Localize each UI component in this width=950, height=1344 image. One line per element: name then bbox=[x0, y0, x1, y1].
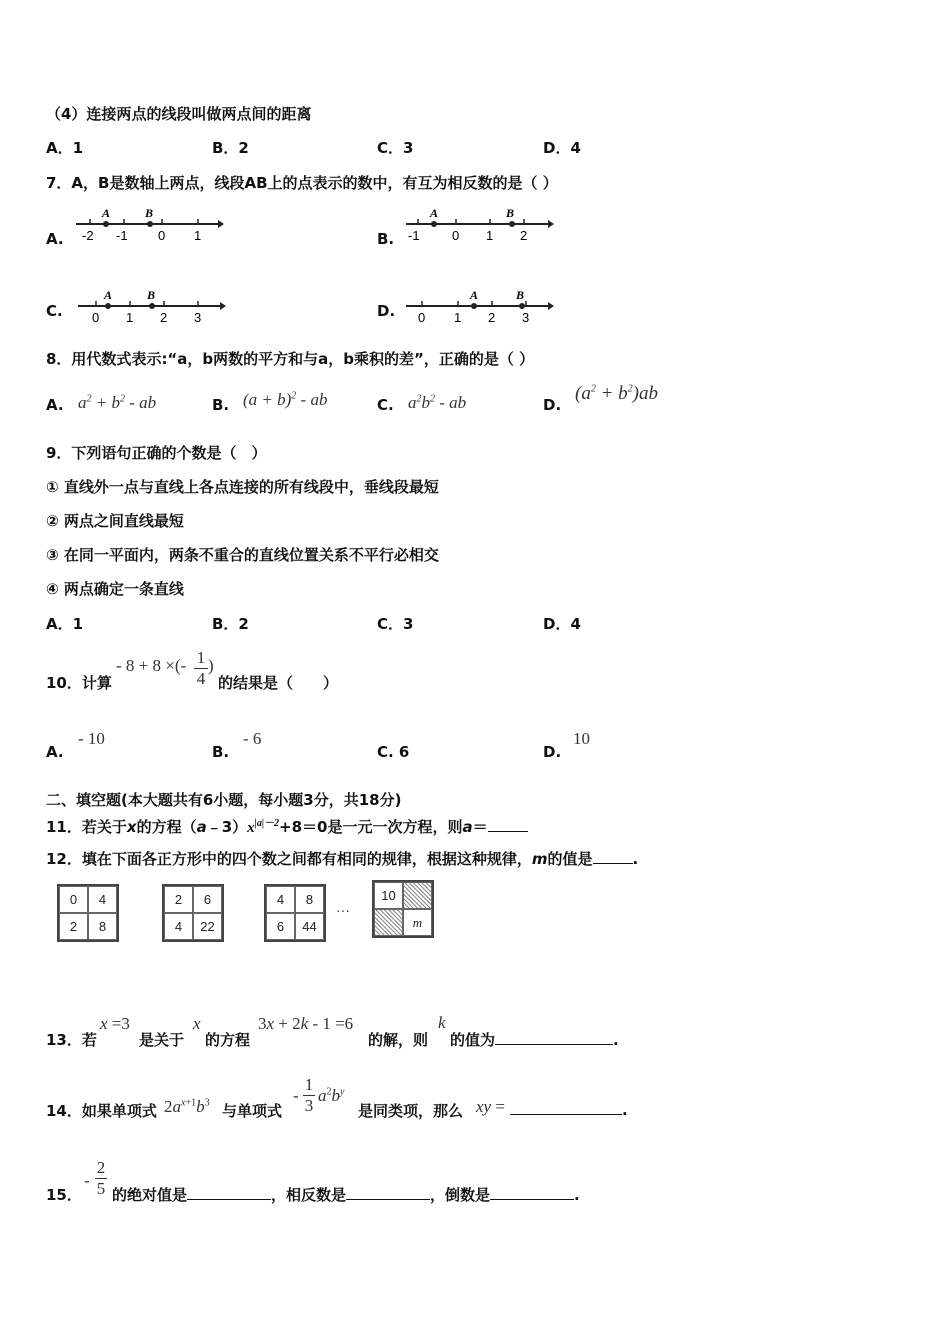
q11-answer-blank[interactable] bbox=[488, 817, 528, 832]
q13-var-k: k bbox=[438, 1013, 446, 1032]
q9-option-c[interactable]: C．3 bbox=[377, 615, 414, 633]
q11-var-a2: a bbox=[462, 818, 473, 836]
q9-statement-4: ④ 两点确定一条直线 bbox=[46, 580, 184, 598]
q7b-tick: -1 bbox=[408, 228, 420, 243]
q7-label-c[interactable]: C. bbox=[46, 302, 63, 320]
q7a-tick: 1 bbox=[194, 228, 202, 243]
q11-var-x: x bbox=[126, 818, 137, 836]
q15-t3: ，倒数是 bbox=[430, 1186, 491, 1204]
q9-option-b[interactable]: B．2 bbox=[212, 615, 249, 633]
q15-blank-abs[interactable] bbox=[187, 1185, 271, 1200]
q9-statement-3: ③ 在同一平面内，两条不重合的直线位置关系不平行必相交 bbox=[46, 546, 439, 564]
q13-answer-blank[interactable] bbox=[495, 1030, 613, 1045]
q10-prefix: 10．计算 bbox=[46, 674, 112, 692]
q7d-tick: 1 bbox=[454, 310, 462, 325]
q15-prefix: 15． bbox=[46, 1186, 82, 1204]
q7c-tick: 2 bbox=[160, 310, 168, 325]
q15-t2: ，相反数是 bbox=[271, 1186, 347, 1204]
q9-statement-2: ② 两点之间直线最短 bbox=[46, 512, 184, 530]
q11-text4: +8＝0是一元一次方程，则 bbox=[279, 818, 463, 836]
q7-number-line-b bbox=[402, 204, 554, 244]
q10-option-a-value: - 10 bbox=[78, 729, 105, 748]
grid-cell: 0 bbox=[59, 886, 88, 913]
q7a-point-b: B bbox=[145, 206, 154, 220]
grid-cell: 10 bbox=[374, 882, 403, 909]
q10-expression: - 8 + 8 ×(- bbox=[116, 656, 187, 675]
q8-label-c[interactable]: C. bbox=[377, 396, 394, 414]
q10-option-d-value: 10 bbox=[573, 729, 590, 748]
q7c-point-b: B bbox=[147, 288, 156, 302]
q7a-tick: 0 bbox=[158, 228, 166, 243]
q13-var-x: x bbox=[193, 1014, 201, 1033]
q7-label-a[interactable]: A. bbox=[46, 230, 64, 248]
q7d-point-b: B bbox=[516, 288, 525, 302]
q7b-tick: 2 bbox=[520, 228, 528, 243]
q8-expression-a: $a^2 + b^2$ - ab bbox=[78, 393, 157, 412]
q7a-tick: -1 bbox=[116, 228, 128, 243]
q10-option-c[interactable]: C. 6 bbox=[377, 743, 410, 761]
q7c-tick: 0 bbox=[92, 310, 100, 325]
q12-grid-2 bbox=[162, 884, 224, 942]
q15-blank-reciprocal[interactable] bbox=[490, 1185, 574, 1200]
grid-cell: 2 bbox=[59, 913, 88, 940]
q10-fraction: $\frac{1}{4}$ bbox=[194, 648, 208, 689]
q9-statement-1: ① 直线外一点与直线上各点连接的所有线段中，垂线段最短 bbox=[46, 478, 439, 496]
q15-line: 的绝对值是 ，相反数是 ，倒数是 . bbox=[112, 1186, 580, 1204]
grid-cell: 4 bbox=[88, 886, 117, 913]
q6-option-d[interactable]: D．4 bbox=[543, 139, 581, 157]
q13-equation: 3x + 2k - 1 =6 bbox=[258, 1014, 354, 1033]
q14-monomial-1: $2a^{x+1}b^3$ bbox=[164, 1097, 210, 1116]
grid-cell-hatched bbox=[374, 909, 403, 936]
q14-answer-blank[interactable] bbox=[510, 1100, 622, 1115]
grid-cell: 4 bbox=[164, 913, 193, 940]
q13-mid3: 的解，则 bbox=[368, 1031, 429, 1049]
q12-answer-blank[interactable] bbox=[593, 849, 633, 864]
q12-grid-3 bbox=[264, 884, 326, 942]
q10-label-d[interactable]: D. bbox=[543, 743, 562, 761]
q8-expression-c: $a^2b^2$ - ab bbox=[408, 393, 467, 412]
q8-expression-d: $(a^2 + b^2)ab$ bbox=[575, 383, 658, 404]
grid-cell: 4 bbox=[266, 886, 295, 913]
q10-label-a[interactable]: A. bbox=[46, 743, 64, 761]
q10-suffix: 的结果是（ ） bbox=[218, 674, 339, 692]
q8-stem: 8．用代数式表示:“a，b两数的平方和与a，b乘积的差”，正确的是（ ） bbox=[46, 350, 535, 368]
q7-number-line-c bbox=[74, 286, 226, 326]
q7b-point-a: A bbox=[430, 206, 439, 220]
q13-mid2: 的方程 bbox=[205, 1031, 251, 1049]
q13-mid4: 的值为 bbox=[450, 1031, 496, 1049]
q6-item4: （4）连接两点的线段叫做两点间的距离 bbox=[46, 105, 312, 123]
q15-blank-opposite[interactable] bbox=[346, 1185, 430, 1200]
q8-expression-b: $(a + b)^2$ - ab bbox=[243, 390, 328, 409]
grid-cell: 2 bbox=[164, 886, 193, 913]
q8-label-b[interactable]: B. bbox=[212, 396, 230, 414]
grid-cell-hatched bbox=[403, 882, 432, 909]
grid-cell: 22 bbox=[193, 913, 222, 940]
section-2-heading: 二、填空题(本大题共有6小题，每小题3分，共18分) bbox=[46, 791, 402, 809]
q7c-tick: 1 bbox=[126, 310, 134, 325]
q7-label-b[interactable]: B. bbox=[377, 230, 395, 248]
q9-option-a[interactable]: A．1 bbox=[46, 615, 84, 633]
q11-text1: 11．若关于 bbox=[46, 818, 127, 836]
q7b-tick: 0 bbox=[452, 228, 460, 243]
q15-minus: - bbox=[84, 1171, 90, 1190]
q12-grid-4 bbox=[372, 880, 434, 938]
q7-stem: 7．A，B是数轴上两点，线段AB上的点表示的数中，有互为相反数的是（ ） bbox=[46, 174, 558, 192]
q14-mid2: 是同类项，那么 bbox=[358, 1102, 464, 1120]
q7d-tick: 3 bbox=[522, 310, 530, 325]
q10-close-paren: ) bbox=[208, 656, 214, 675]
q11-text5: ＝ bbox=[472, 818, 488, 836]
q13-prefix: 13．若 bbox=[46, 1031, 97, 1049]
q14-monomial-2: $a^2b^y$ bbox=[318, 1086, 345, 1105]
q12-text: 12．填在下面各正方形中的四个数之间都有相同的规律，根据这种规律， bbox=[46, 850, 532, 868]
grid-cell: 6 bbox=[193, 886, 222, 913]
grid-cell: 6 bbox=[266, 913, 295, 940]
q7-number-line-a bbox=[72, 204, 224, 244]
grid-cell: 44 bbox=[295, 913, 324, 940]
q14-fraction: $\frac{1}{3}$ bbox=[304, 1075, 314, 1115]
q11-var-a: a bbox=[196, 818, 207, 836]
q15-fraction: $\frac{2}{5}$ bbox=[96, 1158, 106, 1198]
q13-x-equals-3: x =3 bbox=[100, 1014, 130, 1033]
q14-mid1: 与单项式 bbox=[222, 1102, 283, 1120]
grid-cell: 8 bbox=[88, 913, 117, 940]
q7d-point-a: A bbox=[470, 288, 479, 302]
q8-label-d[interactable]: D. bbox=[543, 396, 562, 414]
q11-text2: 的方程（ bbox=[136, 818, 197, 836]
q7c-tick: 3 bbox=[194, 310, 202, 325]
q7a-tick: -2 bbox=[82, 228, 94, 243]
q12-line: 12．填在下面各正方形中的四个数之间都有相同的规律，根据这种规律，m的值是 . bbox=[46, 850, 639, 868]
q7c-point-a: A bbox=[104, 288, 113, 302]
q10-label-b[interactable]: B. bbox=[212, 743, 230, 761]
q14-xy: xy = bbox=[476, 1097, 505, 1116]
q14-prefix: 14．如果单项式 bbox=[46, 1102, 157, 1120]
grid-cell-m: m bbox=[403, 909, 432, 936]
q11-line bbox=[46, 814, 528, 837]
q11-text3: ﹣3） bbox=[206, 818, 248, 836]
q7-number-line-d bbox=[402, 286, 554, 326]
q13-mid1: 是关于 bbox=[139, 1031, 185, 1049]
q6-option-c[interactable]: C．3 bbox=[377, 139, 414, 157]
q15-t1: 的绝对值是 bbox=[112, 1186, 188, 1204]
q9-stem: 9．下列语句正确的个数是（ ） bbox=[46, 444, 267, 462]
q7b-tick: 1 bbox=[486, 228, 494, 243]
q7d-tick: 2 bbox=[488, 310, 496, 325]
q7-label-d[interactable]: D. bbox=[377, 302, 396, 320]
q10-option-b-value: - 6 bbox=[243, 729, 262, 748]
q7d-tick: 0 bbox=[418, 310, 426, 325]
q14-minus: - bbox=[293, 1086, 299, 1105]
q12-ellipsis: ··· bbox=[336, 905, 350, 920]
q7a-point-a: A bbox=[102, 206, 111, 220]
grid-cell: 8 bbox=[295, 886, 324, 913]
q7b-point-b: B bbox=[506, 206, 515, 220]
q12-grid-1 bbox=[57, 884, 119, 942]
q8-label-a[interactable]: A. bbox=[46, 396, 64, 414]
q14-answer-line: . bbox=[510, 1100, 628, 1119]
q6-option-a[interactable]: A．1 bbox=[46, 139, 84, 157]
q13-line-tail: 的值为 . bbox=[450, 1031, 619, 1049]
q12-m: m bbox=[531, 850, 548, 868]
q6-option-b[interactable]: B．2 bbox=[212, 139, 249, 157]
q11-x-power: $x^{|a|-2}$ bbox=[247, 818, 280, 836]
q9-option-d[interactable]: D．4 bbox=[543, 615, 581, 633]
q12-text2: 的值是 bbox=[547, 850, 593, 868]
